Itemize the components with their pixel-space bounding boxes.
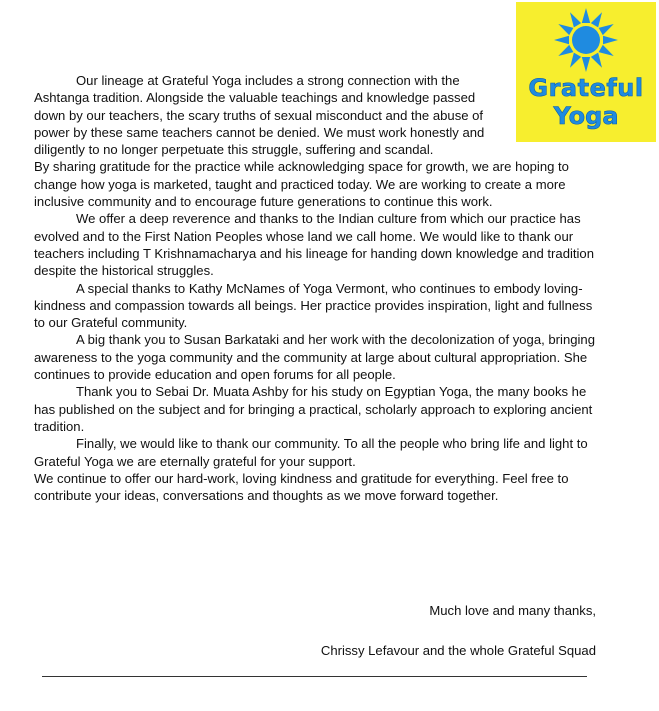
logo-text-grateful: Grateful [528, 74, 644, 102]
letter-body [34, 72, 600, 504]
paragraph-continue: We continue to offer our hard-work, loving kindness and gratitude for everything. Feel free to contribute your ideas, conversations and thoughts as we move forward together. [34, 470, 569, 504]
paragraph-gratitude: By sharing gratitude for the practice while acknowledging space for growth, we are hoping to change how yoga is marketed, taught and practiced today. We are working to create a more inclusive community and to encourage future generations to continue this work. [34, 159, 569, 210]
paragraph-community: Finally, we would like to thank our community. To all the people who bring life and light to Grateful Yoga we are eternally grateful for your support. [34, 436, 588, 469]
sun-ray [570, 53, 581, 68]
sun-ray [558, 45, 573, 56]
sun-ray [554, 36, 569, 44]
closing-line: Much love and many thanks, [429, 603, 596, 618]
sun-ray [603, 36, 618, 44]
sun-ray [558, 24, 573, 35]
logo-text-yoga: Yoga [553, 102, 619, 130]
sun-ray [591, 53, 602, 68]
paragraph-kathy-mcnames: A special thanks to Kathy McNames of Yoga Vermont, who continues to embody loving-kindness and compassion towards all beings. Her practice provides inspiration, light and fullness to our Grateful community. [34, 280, 593, 331]
sun-ray [570, 12, 581, 27]
sun-ray [582, 57, 590, 72]
sun-ray [591, 12, 602, 27]
paragraph-susan-barkataki: A big thank you to Susan Barkataki and her work with the decolonization of yoga, bringing awareness to the yoga community and the community at large about cultural appropriation. She continues to provide education and open forums for all people. [34, 332, 595, 383]
sun-ray [582, 8, 590, 23]
paragraph-lineage: Our lineage at Grateful Yoga includes a strong connection with the Ashtanga tradition. Alongside the valuable teachings and knowledge passed down by our teachers, the scary truths of sexual misconduct and the abuse of power by these same teachers cannot be denied. We must work honestly and diligently to no longer perpetuate this struggle, suffering and scandal. [34, 73, 485, 158]
bottom-divider [42, 676, 587, 677]
signature-line: Chrissy Lefavour and the whole Grateful Squad [320, 643, 596, 658]
paragraph-muata-ashby: Thank you to Sebai Dr. Muata Ashby for his study on Egyptian Yoga, the many books he has published on the subject and for bringing a practical, scholarly approach to exploring ancient tradition. [34, 384, 593, 434]
sun-ray [599, 24, 614, 35]
sun-ray [599, 45, 614, 56]
paragraph-reverence: We offer a deep reverence and thanks to the Indian culture from which our practice has evolved and to the First Nation Peoples whose land we call home. We would like to thank our teachers including T Krishnamacharya and his lineage for handing down knowledge and tradition despite the historical struggles. [34, 211, 595, 279]
